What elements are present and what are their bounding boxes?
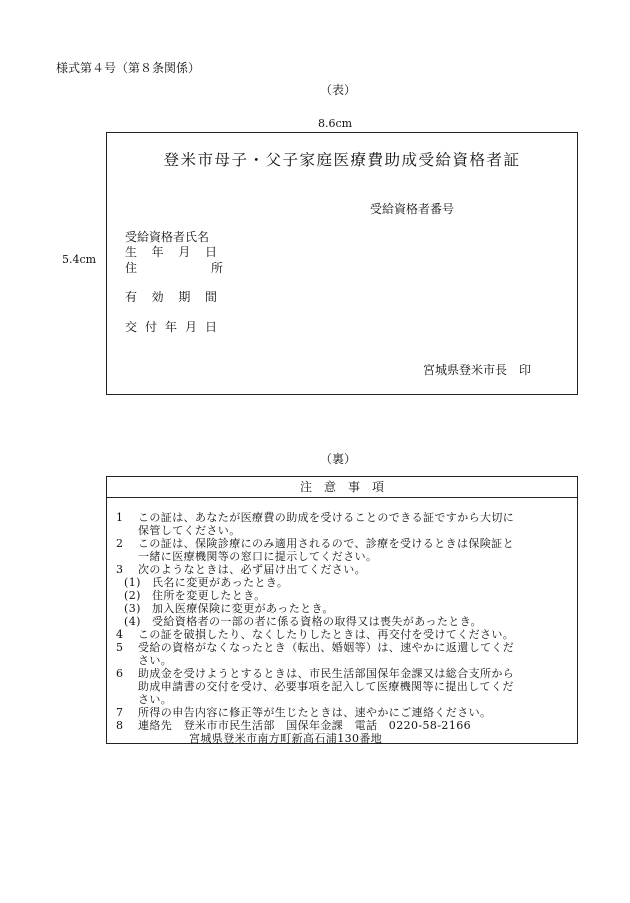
card-width-label: 8.6cm [318, 117, 353, 130]
form-number: 様式第４号（第８条関係） [56, 61, 201, 75]
certificate-number-label: 受給資格者番号 [370, 202, 455, 216]
front-side-label: （表） [320, 83, 357, 97]
validity-period-label: 有 効 期 間 [125, 290, 217, 304]
address-label: 住 所 [125, 261, 223, 275]
list-item: 2 この証は、保険診療にのみ適用されるので、診療を受けるときは保険証と 一緒に医療機関等の窓口に提示してください。 [116, 537, 514, 563]
list-item: 4 この証を破損したり、なくしたりしたときは、再交付を受けてください。 [116, 628, 515, 641]
list-item: 6 助成金を受けようとするときは、市民生活部国保年金課又は総合支所から 助成申請書の交付を受け、必要事項を記入して医療機関等に提出してくだ さい。 [116, 667, 515, 706]
certificate-title: 登米市母子・父子家庭医療費助成受給資格者証 [163, 151, 521, 169]
card-height-label: 5.4cm [62, 253, 97, 266]
list-item: 5 受給の資格がなくなったとき（転出、婚姻等）は、速やかに返還してくだ さい。 [116, 641, 515, 667]
notes-header: 注 意 事 項 [107, 477, 577, 498]
recipient-name-label: 受給資格者氏名 [125, 230, 210, 244]
list-item: (1) 氏名に変更があったとき。 [124, 576, 289, 589]
list-item: (2) 住所を変更したとき。 [124, 589, 266, 602]
list-item: 3 次のようなときは、必ず届け出てください。 [116, 563, 366, 576]
notes-list [116, 511, 574, 745]
list-item: (4) 受給資格者の一部の者に係る資格の取得又は喪失があったとき。 [124, 615, 483, 628]
list-item: 7 所得の申告内容に修正等が生じたときは、速やかにご連絡ください。 [116, 706, 492, 719]
issuer-signature: 宮城県登米市長 印 [423, 363, 532, 377]
certificate-card-back [106, 476, 578, 744]
issue-date-label: 交 付 年 月 日 [125, 320, 217, 334]
back-side-label: （裏） [320, 452, 357, 466]
birth-date-label: 生 年 月 日 [125, 245, 217, 259]
contact-address: 宮城県登米市南方町新高石浦130番地 [189, 732, 383, 745]
list-item: (3) 加入医療保険に変更があったとき。 [124, 602, 334, 615]
list-item: 1 この証は、あなたが医療費の助成を受けることのできる証ですから大切に 保管してください。 [116, 511, 515, 537]
list-item: 8 連絡先 登米市市民生活部 国保年金課 電話 0220-58-2166 [116, 719, 472, 732]
certificate-card-front [106, 132, 578, 395]
